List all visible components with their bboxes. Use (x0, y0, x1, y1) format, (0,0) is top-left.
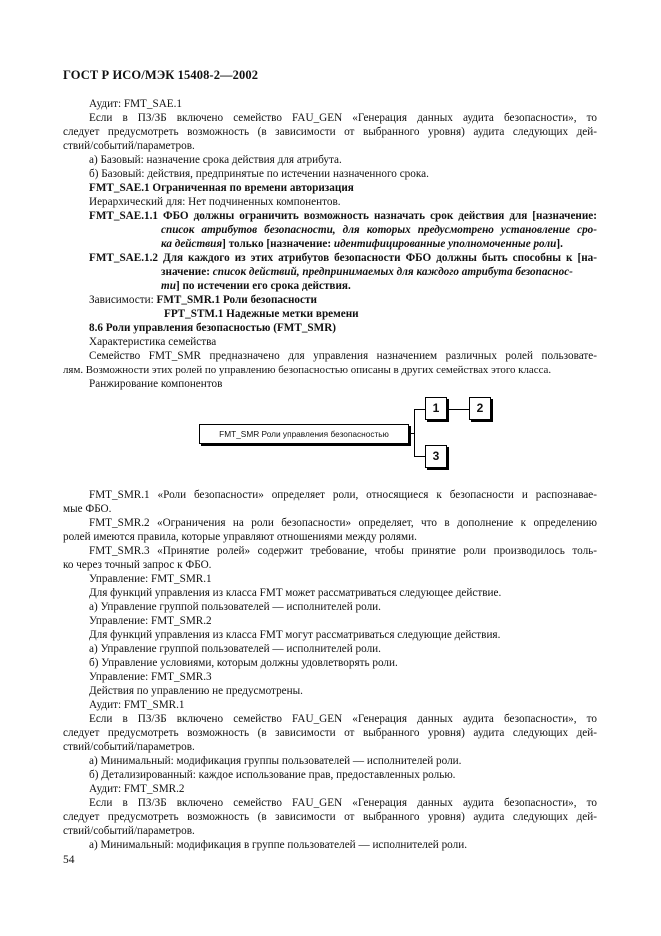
text-line: Управление: FMT_SMR.3 (89, 671, 212, 683)
standard-header: ГОСТ Р ИСО/МЭК 15408-2—2002 (63, 68, 259, 82)
text-line: мые ФБО. (63, 503, 112, 515)
diagram-component-box-2: 2 (469, 397, 491, 420)
text-line: ствий/событий/параметров. (63, 825, 195, 837)
text-line: Если в ПЗ/ЗБ включено семейство FAU_GEN «Генерация данных аудита безопасности», то (89, 797, 597, 809)
text-line: ролей имеются правила, которые управляют отношениями между ролями. (63, 531, 417, 543)
text-line: FMT_SMR.1 «Роли безопасности» определяет роли, относящиеся к безопасности и распознавае- (89, 489, 597, 501)
text-line: а) Минимальный: модификация в группе пользователей — исполнителей роли. (89, 839, 467, 851)
text-line: ко через точный запрос к ФБО. (63, 559, 212, 571)
text-span: ] по истечении его срока действия. (175, 280, 351, 292)
text-line: Характеристика семейства (89, 336, 217, 348)
text-line: список атрибутов безопасности, для которых предусмотрено установление сро- (161, 224, 597, 236)
text-line (161, 265, 573, 279)
text-span: ка действия (161, 238, 223, 250)
text-line: следует предусмотреть возможность (в зависимости от выбранного уровня) аудита следующих дей- (63, 126, 597, 138)
text-line: Если в ПЗ/ЗБ включено семейство FAU_GEN «Генерация данных аудита безопасности», то (89, 713, 597, 725)
connector-line (414, 409, 425, 410)
text-line: следует предусмотреть возможность (в зависимости от выбранного уровня) аудита следующих дей- (63, 727, 597, 739)
connector-line (414, 456, 425, 457)
text-line: б) Базовый: действия, предпринятые по истечении назначенного срока. (89, 168, 429, 180)
connector-line (447, 409, 469, 410)
text-line: Для функций управления из класса FMT могут рассматриваться следующие действия. (89, 629, 501, 641)
text-line: Иерархический для: Нет подчиненных компонентов. (89, 196, 341, 208)
text-line: Если в ПЗ/ЗБ включено семейство FAU_GEN «Генерация данных аудита безопасности», то (89, 112, 597, 124)
text-line: а) Минимальный: модификация группы пользователей — исполнителей роли. (89, 755, 462, 767)
text-line: б) Управление условиями, которым должны удовлетворять роли. (89, 657, 398, 669)
text-line: Управление: FMT_SMR.2 (89, 615, 212, 627)
text-line: а) Управление группой пользователей — исполнителей роли. (89, 601, 381, 613)
connector-line (414, 409, 415, 457)
text-line: Управление: FMT_SMR.1 (89, 573, 212, 585)
text-line: Аудит: FMT_SAE.1 (89, 98, 183, 110)
text-span: ]. (556, 238, 563, 250)
text-line (161, 237, 563, 251)
text-line: Семейство FMT_SMR предназначено для управления назначением различных ролей пользовате- (89, 350, 597, 362)
diagram-component-box-1: 1 (425, 397, 447, 420)
text-line: б) Детализированный: каждое использование прав, предоставленных ролью. (89, 769, 456, 781)
text-line: ствий/событий/параметров. (63, 741, 195, 753)
text-line: Аудит: FMT_SMR.1 (89, 699, 185, 711)
section-heading: 8.6 Роли управления безопасностью (FMT_SMR) (89, 322, 336, 334)
text-line: Для функций управления из класса FMT может рассматриваться следующее действие. (89, 587, 502, 599)
text-line: Аудит: FMT_SMR.2 (89, 783, 185, 795)
text-span: список действий, предпринимаемых для каждого атрибута безопаснос- (212, 266, 573, 278)
text-line: Ранжирование компонентов (89, 378, 223, 390)
text-span: идентифицированные уполномоченные роли (333, 238, 557, 250)
text-line: лям. Возможности этих ролей по управлению безопасностью описаны в других семействах этого класса. (63, 364, 552, 376)
text-line: а) Управление группой пользователей — исполнителей роли. (89, 643, 381, 655)
element-sae-1-1: FMT_SAE.1.1 ФБО должны ограничить возможность назначать срок действия для [назначение: (89, 210, 597, 222)
text-line: ствий/событий/параметров. (63, 140, 195, 152)
page-number: 54 (63, 854, 75, 866)
text-line: Действия по управлению не предусмотрены. (89, 685, 303, 697)
text-line: а) Базовый: назначение срока действия для атрибута. (89, 154, 342, 166)
text-line: FMT_SMR.2 «Ограничения на роли безопасности» определяет, что в дополнение к определению (89, 517, 597, 529)
text-line: FPT_STM.1 Надежные метки времени (164, 308, 359, 320)
text-line: FMT_SMR.3 «Принятие ролей» содержит требование, чтобы принятие роли производилось толь- (89, 545, 597, 557)
text-span: Зависимости: (89, 294, 157, 306)
text-span: ти (161, 280, 176, 292)
text-line: следует предусмотреть возможность (в зависимости от выбранного уровня) аудита следующих дей- (63, 811, 597, 823)
text-line (161, 279, 351, 293)
text-span: ] только [назначение: (222, 238, 334, 250)
component-title: FMT_SAE.1 Ограниченная по времени авторизация (89, 182, 354, 194)
diagram-family-box: FMT_SMR Роли управления безопасностью (199, 424, 409, 444)
dependencies-line (89, 293, 317, 307)
diagram-component-box-3: 3 (425, 445, 447, 468)
text-span: FMT_SMR.1 Роли безопасности (156, 294, 317, 306)
element-sae-1-2: FMT_SAE.1.2 Для каждого из этих атрибутов безопасности ФБО должны быть способны к [на- (89, 252, 597, 264)
text-span: значение: (161, 266, 213, 278)
